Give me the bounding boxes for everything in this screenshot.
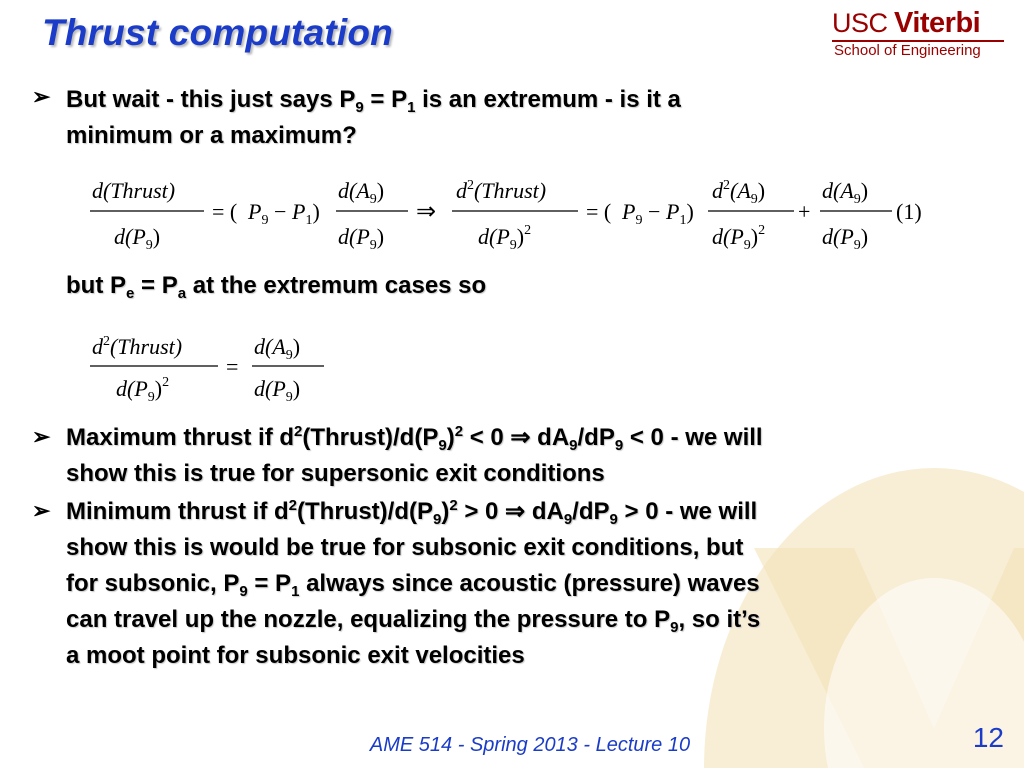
svg-text:d(A9): $d(A_9)$ <box>338 178 385 207</box>
svg-text:d(P9): $d(P_9)$ <box>114 224 161 253</box>
logo-viterbi-text: Viterbi <box>894 7 981 39</box>
svg-text:d2(A9): $d^2(A_9)$ <box>712 178 766 207</box>
svg-text:P1): $P_1$) <box>292 199 320 228</box>
svg-text:d(A9): $d(A_9)$ <box>254 334 301 363</box>
bullet-2-text: Maximum thrust if $d^2(Thrust)/d(P_9)^2 < 0$ ⇒ $dA_9/dP_9 < 0$ - we will show this is true for supersonic exit conditions <box>66 423 763 487</box>
svg-text:d(P9)2: $d(P_9)^2$ <box>712 223 766 253</box>
svg-text:−: − <box>648 199 661 224</box>
bullet-arrow-icon: ➢ <box>32 498 51 523</box>
bullet-arrow-icon: ➢ <box>32 424 51 449</box>
subnote-text: but $P_e = P_a$ at the extremum cases so <box>66 272 487 302</box>
svg-text:d(P9): $d(P_9)$ <box>338 224 385 253</box>
svg-text:= (: = ( <box>212 199 238 224</box>
svg-text:d(P9): $d(P_9)$ <box>254 376 301 405</box>
svg-text:= (: = ( <box>586 199 612 224</box>
bullet-1-text: But wait - this just says $P_9 = P_1$ is an extremum - is it a minimum or a maximum? <box>66 86 681 149</box>
page-number: 12 <box>972 722 1004 753</box>
slide-title: Thrust computation <box>42 12 393 53</box>
equation-2 <box>86 326 346 410</box>
svg-text:d(P9)2: $d(P_9)^2$ <box>116 375 170 405</box>
svg-text:P1): $P_1$) <box>666 199 694 228</box>
svg-text:P9: $P_9$ <box>622 199 643 228</box>
svg-text:d(P9)2: $d(P_9)^2$ <box>478 223 532 253</box>
svg-text:d(A9): $d(A_9)$ <box>822 178 869 207</box>
equation-number: (1) <box>896 199 922 224</box>
svg-text:−: − <box>274 199 287 224</box>
svg-text:=: = <box>226 354 239 379</box>
svg-text:+: + <box>798 199 811 224</box>
svg-text:⇒: ⇒ <box>416 199 437 225</box>
svg-text:d(P9): $d(P_9)$ <box>822 224 869 253</box>
svg-text:P9: $P_9$ <box>248 199 269 228</box>
bullet-3-text: Minimum thrust if $d^2(Thrust)/d(P_9)^2 > 0$ ⇒ $dA_9/dP_9 > 0$ - we will show this is would be true for subsonic exit conditions, but for subsonic, $P_9 = P_1$ always since acoustic (pressure) waves can travel up the nozzle, equalizing the pressure to $P_9$, so it’s a moot point for subsonic exit velocities <box>66 497 761 669</box>
svg-text:d(Thrust): d(Thrust) <box>92 178 176 203</box>
footer-text: AME 514 - Spring 2013 - Lecture 10 <box>369 734 691 756</box>
logo-usc-text: USC <box>832 8 888 38</box>
equation-1 <box>86 168 946 258</box>
bullet-arrow-icon: ➢ <box>32 84 51 109</box>
svg-text:d2(Thrust): $d^2(Thrust)$ <box>92 334 183 359</box>
svg-text:d2(Thrust): $d^2(Thrust)$ <box>456 178 547 203</box>
logo-school-text: School of Engineering <box>834 42 981 59</box>
usc-viterbi-logo <box>832 6 1008 58</box>
